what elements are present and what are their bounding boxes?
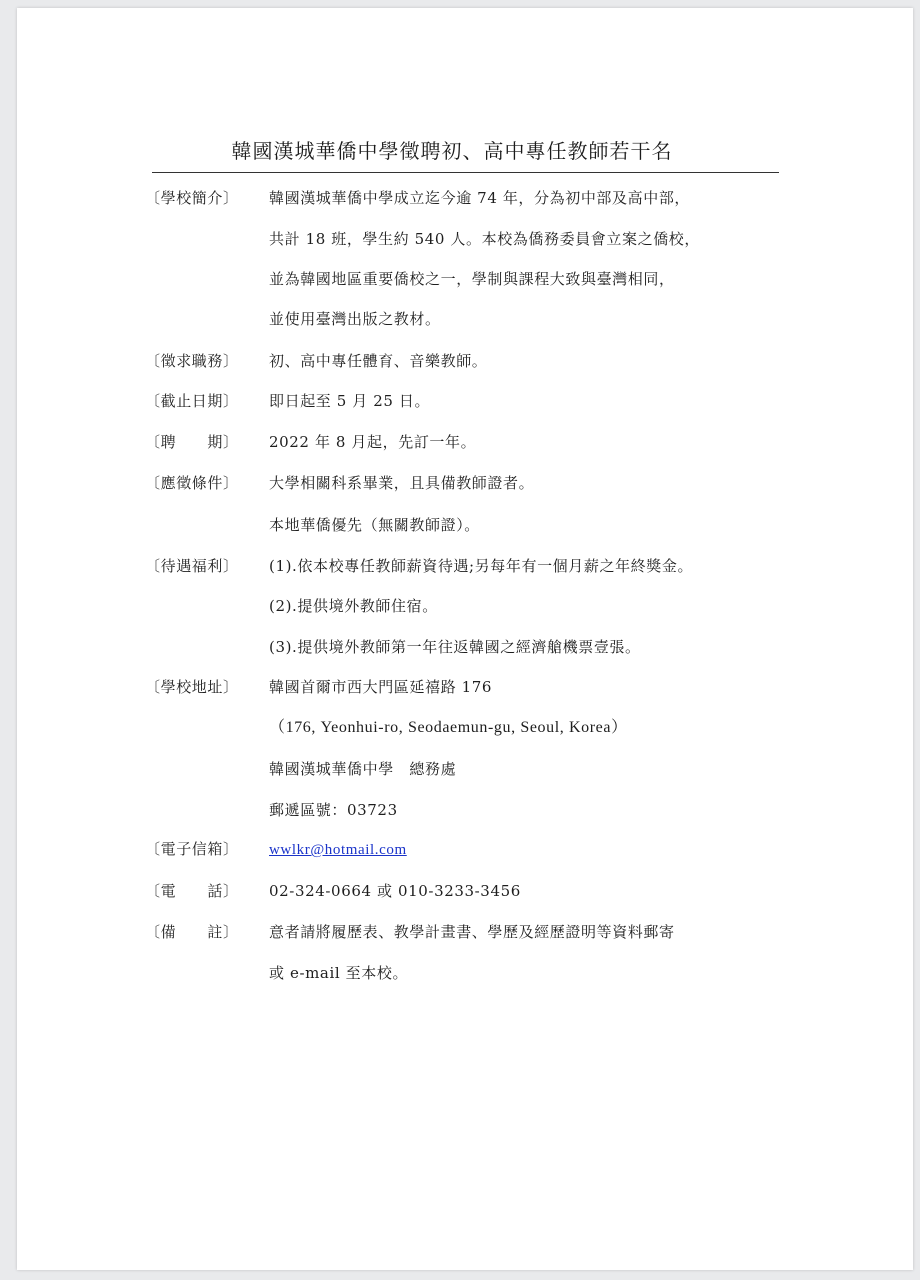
benefits-line: (3).提供境外教師第一年往返韓國之經濟艙機票壹張。 [269, 638, 641, 656]
deadline-value: 即日起至 5 月 25 日。 [269, 392, 431, 410]
notes-line: 意者請將履歷表、教學計畫書、學歷及經歷證明等資料郵寄 [269, 923, 675, 941]
deadline-row [145, 386, 430, 416]
position-value: 初、高中專任體育、音樂教師。 [269, 352, 488, 370]
benefits-line: (2).提供境外教師住宿。 [269, 597, 438, 615]
school-intro-line: 韓國漢城華僑中學成立迄今逾 74 年，分為初中部及高中部， [269, 189, 691, 207]
address-line-english: （176, Yeonhui-ro, Seodaemun-gu, Seoul, Korea） [269, 719, 628, 736]
requirements-label: 〔應徵條件〕 [145, 474, 239, 492]
address-label: 〔學校地址〕 [145, 678, 239, 696]
email-row [145, 834, 407, 864]
page-title: 韓國漢城華僑中學徵聘初、高中專任教師若干名 [231, 139, 673, 163]
phone-label: 〔電 話〕 [145, 882, 239, 900]
address-line: 韓國首爾市西大門區延禧路 176 [269, 678, 492, 696]
title-divider [152, 172, 779, 173]
position-label: 〔徵求職務〕 [145, 352, 239, 370]
address-line: 韓國漢城華僑中學 總務處 [269, 760, 457, 778]
phone-value: 02-324-0664 或 010-3233-3456 [269, 882, 521, 900]
term-row [145, 427, 476, 457]
document-page [17, 8, 913, 1270]
deadline-label: 〔截止日期〕 [145, 392, 239, 410]
notes-line: 或 e-mail 至本校。 [269, 964, 409, 982]
address-line-postal: 郵遞區號：03723 [269, 801, 398, 819]
term-value: 2022 年 8 月起，先訂一年。 [269, 433, 477, 451]
job-posting [17, 8, 913, 1270]
school-intro-line: 並為韓國地區重要僑校之一，學制與課程大致與臺灣相同， [269, 270, 675, 288]
term-label: 〔聘 期〕 [145, 433, 239, 451]
school-intro-line: 並使用臺灣出版之教材。 [269, 310, 441, 328]
requirements-line: 大學相關科系畢業，且具備教師證者。 [269, 474, 535, 492]
benefits-row [145, 551, 693, 581]
email-link[interactable]: wwlkr@hotmail.com [269, 842, 407, 858]
school-intro-line: 共計 18 班，學生約 540 人。本校為僑務委員會立案之僑校， [269, 230, 700, 248]
position-row [145, 346, 487, 376]
requirements-line: 本地華僑優先（無關教師證）。 [269, 516, 480, 534]
school-intro-row [145, 183, 690, 213]
notes-row [145, 917, 675, 947]
phone-row [145, 876, 521, 906]
email-label: 〔電子信箱〕 [145, 840, 239, 858]
school-intro-label: 〔學校簡介〕 [145, 189, 239, 207]
benefits-line: (1).依本校專任教師薪資待遇;另每年有一個月薪之年終獎金。 [269, 557, 694, 575]
requirements-row [145, 468, 534, 498]
notes-label: 〔備 註〕 [145, 923, 239, 941]
address-row [145, 672, 492, 702]
benefits-label: 〔待遇福利〕 [145, 557, 239, 575]
